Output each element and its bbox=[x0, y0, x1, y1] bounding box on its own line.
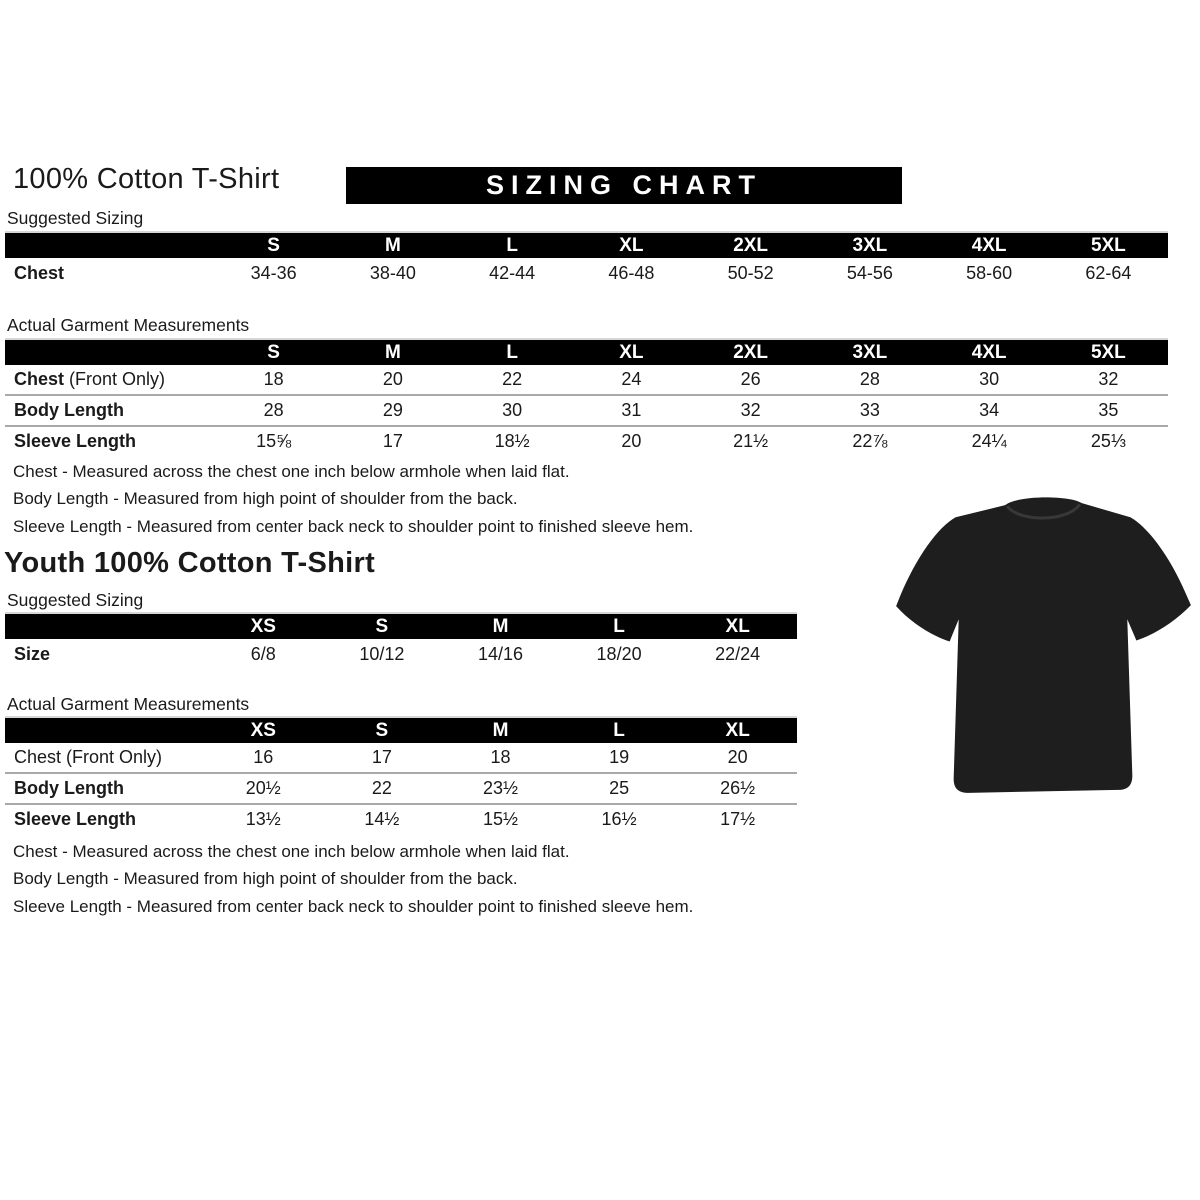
table-row bbox=[5, 427, 1168, 456]
cell-value: 20 bbox=[382, 369, 403, 389]
column-header-5xl: 5XL bbox=[1090, 341, 1126, 363]
cell-value: 34-36 bbox=[250, 263, 297, 283]
cell-value: 23½ bbox=[482, 778, 518, 798]
table-header-row bbox=[5, 612, 797, 639]
cell-value: 19 bbox=[609, 747, 630, 767]
row-label bbox=[5, 644, 204, 665]
column-header-xl: XL bbox=[619, 341, 644, 363]
row-label-bold: Body Length bbox=[14, 778, 124, 798]
column-header-5xl: 5XL bbox=[1090, 234, 1126, 256]
adult-suggested-sizing-table bbox=[5, 231, 1168, 289]
table-header-row bbox=[5, 338, 1168, 365]
table-row bbox=[5, 805, 797, 834]
cell-value: 32 bbox=[1098, 369, 1119, 389]
cell-value: 35 bbox=[1098, 400, 1119, 420]
column-header-xl: XL bbox=[619, 234, 644, 256]
cell-value: 24¼ bbox=[971, 431, 1007, 451]
column-header-l: L bbox=[506, 234, 518, 256]
cell-value: 31 bbox=[621, 400, 642, 420]
adult-suggested-sizing-label: Suggested Sizing bbox=[7, 208, 144, 228]
adult-actual-measurements-label: Actual Garment Measurements bbox=[7, 315, 250, 335]
cell-value: 16 bbox=[253, 747, 274, 767]
cell-value: 20½ bbox=[245, 778, 281, 798]
youth-measurement-notes bbox=[13, 838, 693, 921]
cell-value: 32 bbox=[740, 400, 761, 420]
table-header-row bbox=[5, 716, 797, 743]
row-label bbox=[5, 778, 204, 799]
cell-value: 17 bbox=[382, 431, 403, 451]
cell-value: 6/8 bbox=[250, 644, 276, 664]
column-header-s: S bbox=[375, 719, 389, 741]
cell-value: 38-40 bbox=[369, 263, 416, 283]
cell-value: 17 bbox=[371, 747, 392, 767]
cell-value: 17½ bbox=[720, 809, 756, 829]
row-label-bold: Size bbox=[14, 644, 51, 664]
cell-value: 18 bbox=[263, 369, 284, 389]
adult-title: 100% Cotton T-Shirt bbox=[13, 163, 280, 195]
cell-value: 26½ bbox=[720, 778, 756, 798]
row-label bbox=[5, 369, 214, 390]
cell-value: 10/12 bbox=[359, 644, 405, 664]
column-header-2xl: 2XL bbox=[733, 341, 769, 363]
column-header-m: M bbox=[384, 234, 401, 256]
tshirt-body-shape bbox=[896, 497, 1191, 793]
column-header-s: S bbox=[375, 615, 389, 637]
youth-actual-measurements-label: Actual Garment Measurements bbox=[7, 694, 250, 714]
column-header-4xl: 4XL bbox=[971, 234, 1007, 256]
column-header-m: M bbox=[492, 719, 509, 741]
adult-measurement-notes bbox=[13, 458, 693, 541]
cell-value: 62-64 bbox=[1085, 263, 1132, 283]
cell-value: 42-44 bbox=[489, 263, 536, 283]
table-row bbox=[5, 743, 797, 774]
column-header-xs: XS bbox=[250, 719, 276, 741]
cell-value: 13½ bbox=[245, 809, 281, 829]
cell-value: 50-52 bbox=[727, 263, 774, 283]
row-label-bold: Sleeve Length bbox=[14, 809, 137, 829]
cell-value: 22/24 bbox=[715, 644, 761, 664]
column-header-l: L bbox=[613, 719, 625, 741]
cell-value: 18 bbox=[490, 747, 511, 767]
cell-value: 25 bbox=[609, 778, 630, 798]
cell-value: 18/20 bbox=[596, 644, 642, 664]
cell-value: 15⅝ bbox=[256, 431, 292, 451]
row-label bbox=[5, 431, 214, 452]
table-row bbox=[5, 258, 1168, 289]
cell-value: 16½ bbox=[601, 809, 637, 829]
row-label bbox=[5, 400, 214, 421]
cell-value: 18½ bbox=[494, 431, 530, 451]
table-row bbox=[5, 639, 797, 670]
column-header-m: M bbox=[492, 615, 509, 637]
table-row bbox=[5, 774, 797, 805]
cell-value: 22 bbox=[371, 778, 392, 798]
row-label bbox=[5, 809, 204, 830]
note-line: Sleeve Length - Measured from center back neck to shoulder point to finished sleeve hem. bbox=[13, 896, 694, 916]
column-header-2xl: 2XL bbox=[733, 234, 769, 256]
cell-value: 30 bbox=[502, 400, 523, 420]
cell-value: 20 bbox=[621, 431, 642, 451]
tshirt-image bbox=[892, 487, 1195, 805]
note-line: Chest - Measured across the chest one inch below armhole when laid flat. bbox=[13, 461, 570, 481]
column-header-xs: XS bbox=[250, 615, 276, 637]
note-line: Sleeve Length - Measured from center back neck to shoulder point to finished sleeve hem. bbox=[13, 516, 694, 536]
cell-value: 21½ bbox=[733, 431, 769, 451]
row-label-rest: (Front Only) bbox=[64, 369, 166, 389]
column-header-s: S bbox=[267, 341, 280, 363]
sizing-chart-banner: SIZING CHART bbox=[346, 167, 902, 204]
cell-value: 30 bbox=[979, 369, 1000, 389]
cell-value: 28 bbox=[859, 369, 880, 389]
row-label-bold: Chest bbox=[14, 263, 65, 283]
row-label bbox=[5, 263, 214, 284]
cell-value: 15½ bbox=[482, 809, 518, 829]
cell-value: 22⅞ bbox=[852, 431, 888, 451]
table-row bbox=[5, 365, 1168, 396]
cell-value: 54-56 bbox=[846, 263, 893, 283]
cell-value: 46-48 bbox=[608, 263, 655, 283]
row-label-bold: Body Length bbox=[14, 400, 124, 420]
column-header-xl: XL bbox=[725, 719, 750, 741]
cell-value: 22 bbox=[502, 369, 523, 389]
note-line: Body Length - Measured from high point of shoulder from the back. bbox=[13, 489, 518, 509]
cell-value: 14½ bbox=[364, 809, 400, 829]
row-label-bold: Chest bbox=[14, 369, 65, 389]
table-header-row bbox=[5, 231, 1168, 258]
cell-value: 28 bbox=[263, 400, 284, 420]
column-header-xl: XL bbox=[725, 615, 750, 637]
cell-value: 26 bbox=[740, 369, 761, 389]
cell-value: 24 bbox=[621, 369, 642, 389]
column-header-l: L bbox=[613, 615, 625, 637]
column-header-m: M bbox=[384, 341, 401, 363]
cell-value: 29 bbox=[382, 400, 403, 420]
cell-value: 25⅓ bbox=[1090, 431, 1126, 451]
column-header-4xl: 4XL bbox=[971, 341, 1007, 363]
column-header-s: S bbox=[267, 234, 280, 256]
note-line: Body Length - Measured from high point of shoulder from the back. bbox=[13, 869, 518, 889]
table-row bbox=[5, 396, 1168, 427]
youth-suggested-sizing-table bbox=[5, 612, 797, 670]
column-header-3xl: 3XL bbox=[852, 234, 888, 256]
column-header-l: L bbox=[506, 341, 518, 363]
row-label bbox=[5, 747, 204, 768]
row-label-rest: Chest (Front Only) bbox=[14, 747, 163, 767]
cell-value: 58-60 bbox=[966, 263, 1013, 283]
cell-value: 33 bbox=[859, 400, 880, 420]
column-header-3xl: 3XL bbox=[852, 341, 888, 363]
tshirt-graphic bbox=[892, 487, 1195, 805]
youth-suggested-sizing-label: Suggested Sizing bbox=[7, 590, 144, 610]
youth-title: Youth 100% Cotton T-Shirt bbox=[4, 547, 376, 579]
youth-actual-measurements-table bbox=[5, 716, 797, 834]
cell-value: 20 bbox=[727, 747, 748, 767]
cell-value: 34 bbox=[979, 400, 1000, 420]
note-line: Chest - Measured across the chest one inch below armhole when laid flat. bbox=[13, 841, 570, 861]
row-label-bold: Sleeve Length bbox=[14, 431, 137, 451]
adult-actual-measurements-table bbox=[5, 338, 1168, 456]
cell-value: 14/16 bbox=[477, 644, 523, 664]
